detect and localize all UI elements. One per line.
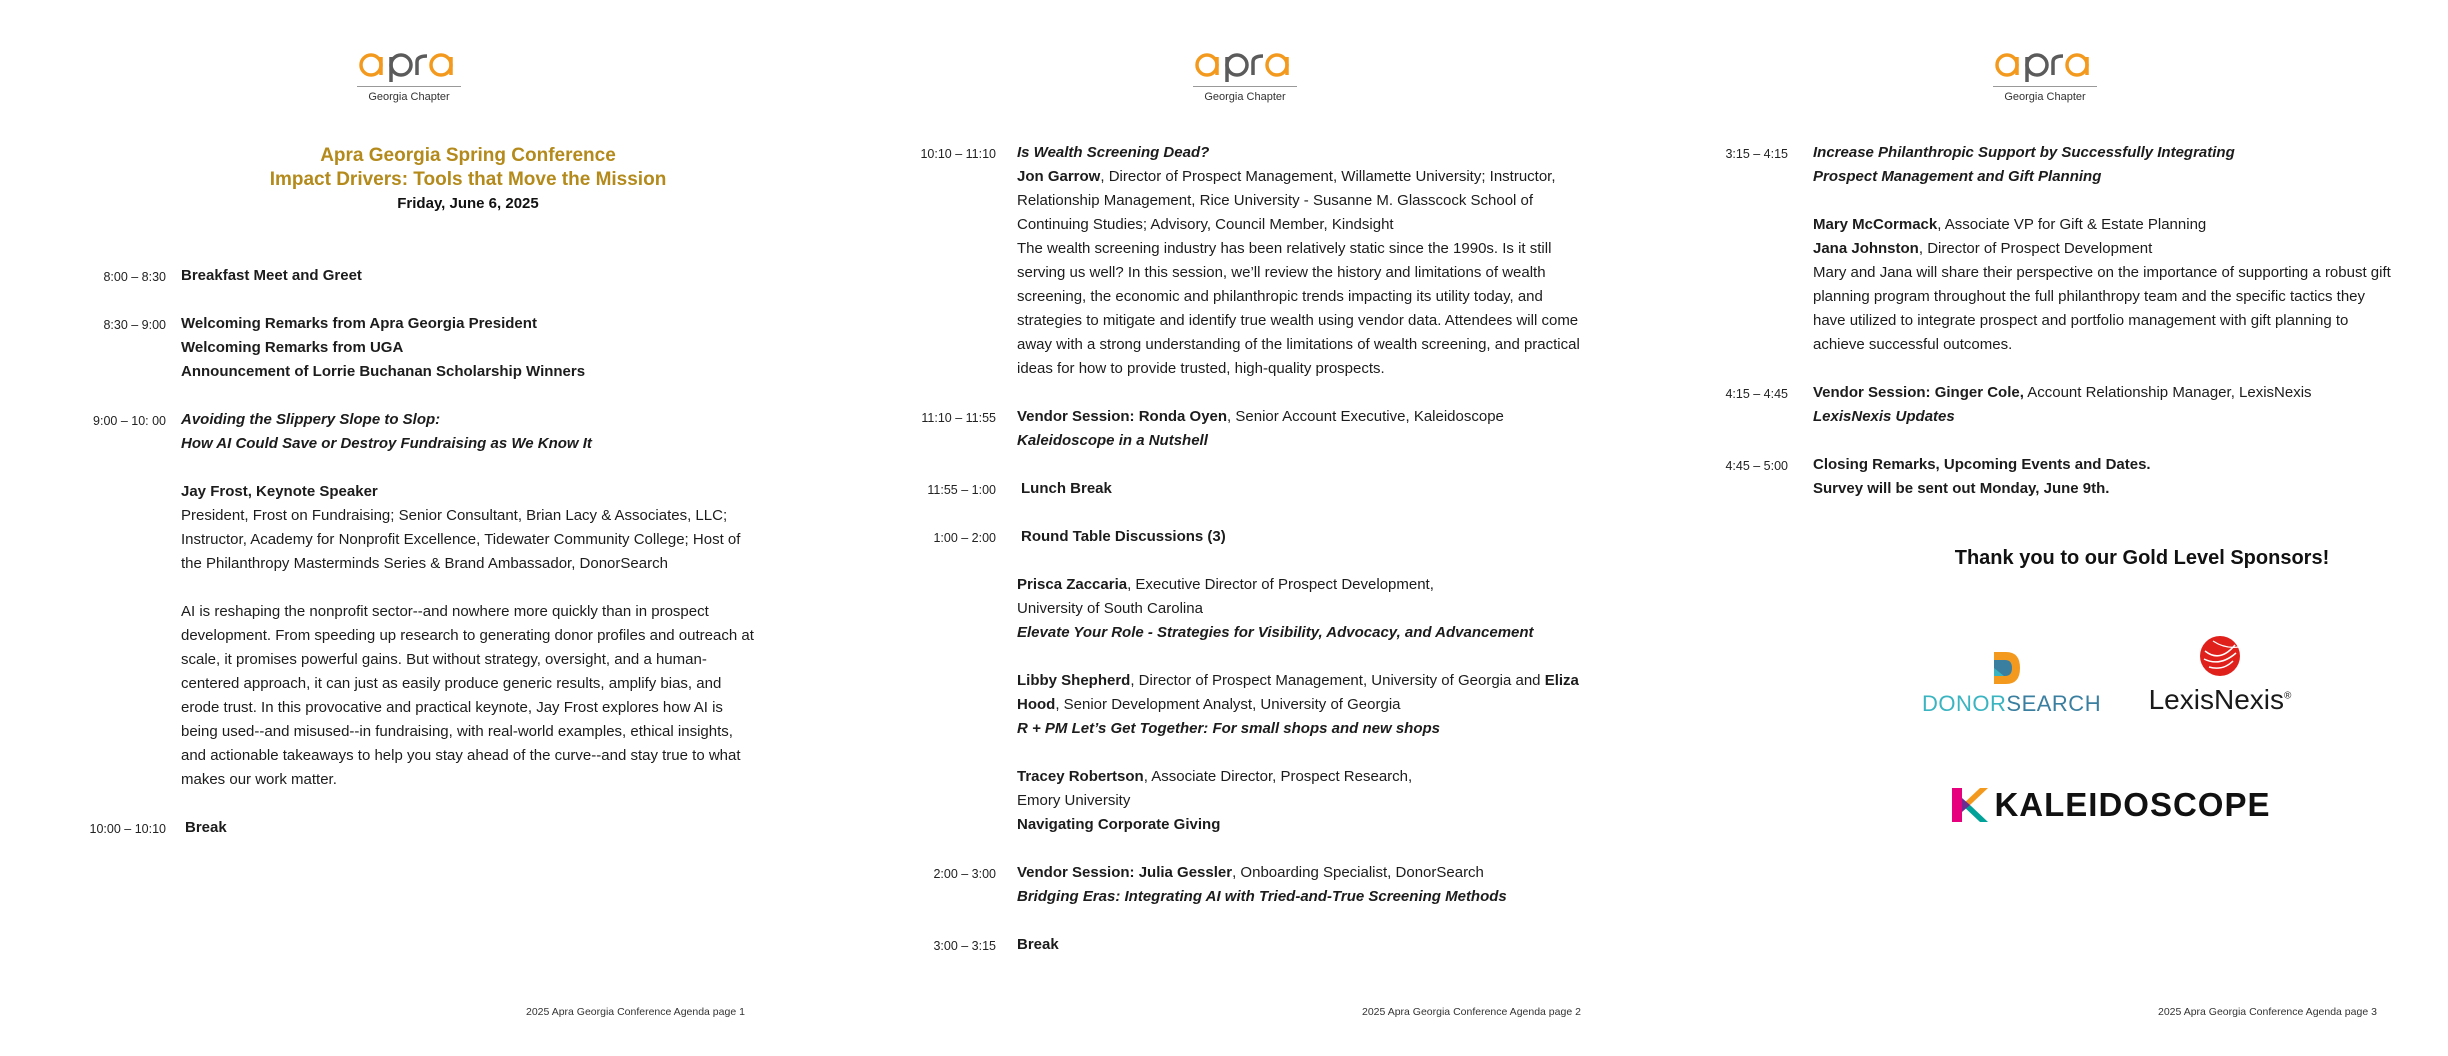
- conference-title: Apra Georgia Spring Conference: [320, 145, 616, 166]
- session-closing: Closing Remarks, Upcoming Events and Dates. Survey will be sent out Monday, June 9th.: [1813, 456, 2151, 497]
- conference-date: Friday, June 6, 2025: [397, 195, 539, 212]
- round-table-list: Prisca Zaccaria, Executive Director of Prospect Development, University of South Carolina Elevate Your Role - Strategies for Visibility, Advocacy, and Advancement Libby Shepherd, Director of Prospect Management, University of Georgia and Eliza Hood, Senior Development Analyst, University of Georgia R + PM Let’s Get Together: For small shops and new shops Tracey Robertson, Associate Director, Prospect Research, Emory University Navigating Corporate Giving: [1017, 576, 1579, 833]
- session-break: Break: [1017, 936, 1059, 953]
- lexisnexis-logo: LexisNexis®: [2140, 633, 2300, 716]
- chapter-label: Georgia Chapter: [1204, 91, 1286, 103]
- kaleidoscope-logo: KALEIDOSCOPE: [1950, 786, 2280, 824]
- session-time: 1:00 – 2:00: [933, 531, 996, 545]
- session-time: 11:10 – 11:55: [921, 411, 996, 425]
- chapter-label: Georgia Chapter: [368, 91, 450, 103]
- apra-logo-icon: [1993, 48, 2097, 82]
- session-wealth-screening: Is Wealth Screening Dead? Jon Garrow, Director of Prospect Management, Willamette University; Instructor, Relationship Management, Rice University - Susanne M. Glasscock School of Continuing Studies; Advisory, Council Member, Kindsight The wealth screening industry has been relatively static since the 1990s. Is it still serving us well? In this session, we’ll review the history and limitations of wealth screening, the economic and philanthropic trends impacting its utility today, and strategies to mitigate and identify true wealth using vendor data. Attendees will come away with a strong understanding of the limitations of wealth screening, and practical ideas for how to provide trusted, high-quality prospects.: [1017, 141, 1597, 381]
- page-footer: 2025 Apra Georgia Conference Agenda page 3: [2158, 1006, 2377, 1018]
- session-time: 4:15 – 4:45: [1725, 387, 1788, 401]
- session-time: 3:15 – 4:15: [1725, 147, 1788, 161]
- session-keynote: Avoiding the Slippery Slope to Slop: How AI Could Save or Destroy Fundraising as We Know It Jay Frost, Keynote Speaker President, Frost on Fundraising; Senior Consultant, Brian Lacy & Associates, LLC; Instructor, Academy for Nonprofit Excellence, Tidewater Community College; Host of the Philanthropy Masterminds Series & Brand Ambassador, DonorSearch AI is reshaping the nonprofit sector--and nowhere more quickly than in prospect development. From speeding up research to generating donor profiles and outreach at scale, it promises powerful gains. But without strategy, oversight, and a human-centered approach, it can just as easily produce generic results, amplify bias, and erode trust. In this provocative and practical keynote, Jay Frost explores how AI is being used--and misused--in fundraising, with real-world examples, ethical insights, and actionable takeaways to help you stay ahead of the curve--and stay true to what makes our work matter.: [181, 408, 756, 792]
- session-time: 3:00 – 3:15: [933, 939, 996, 953]
- session-vendor-donorsearch: Vendor Session: Julia Gessler, Onboarding Specialist, DonorSearch Bridging Eras: Integrating AI with Tried-and-True Screening Methods: [1017, 864, 1507, 905]
- agenda-page-2: [816, 0, 1632, 1056]
- session-time: 8:00 – 8:30: [103, 270, 166, 284]
- chapter-label: Georgia Chapter: [2004, 91, 2086, 103]
- session-time: 11:55 – 1:00: [927, 483, 996, 497]
- apra-logo-icon: [357, 48, 461, 82]
- conference-subtitle: Impact Drivers: Tools that Move the Mission: [269, 169, 667, 190]
- donorsearch-logo: DONORSEARCH: [1922, 650, 2092, 717]
- session-break: Break: [185, 819, 227, 836]
- session-time: 8:30 – 9:00: [103, 318, 166, 332]
- session-description: AI is reshaping the nonprofit sector--and nowhere more quickly than in prospect development. From speeding up research to generating donor profiles and outreach at scale, it promises powerful gains. But without strategy, oversight, and a human-centered approach, it can just as easily produce generic results, amplify bias, and erode trust. In this provocative and practical keynote, Jay Frost explores how AI is being used--and misused--in fundraising, with real-world examples, ethical insights, and actionable takeaways to help you stay ahead of the curve--and stay true to what makes our work matter.: [181, 603, 754, 788]
- page-footer: 2025 Apra Georgia Conference Agenda page 1: [526, 1006, 745, 1018]
- session-vendor-kaleidoscope: Vendor Session: Ronda Oyen, Senior Account Executive, Kaleidoscope Kaleidoscope in a Nutshell: [1017, 408, 1504, 449]
- session-vendor-lexisnexis: Vendor Session: Ginger Cole, Account Relationship Manager, LexisNexis LexisNexis Updates: [1813, 384, 2312, 425]
- session-time: 2:00 – 3:00: [933, 867, 996, 881]
- agenda-page-3: [1632, 0, 2448, 1056]
- speaker-bio: President, Frost on Fundraising; Senior Consultant, Brian Lacy & Associates, LLC; Instructor, Academy for Nonprofit Excellence, Tidewater Community College; Host of the Philanthropy Masterminds Series & Brand Ambassador, DonorSearch: [181, 507, 741, 572]
- apra-logo: [1190, 48, 1300, 124]
- session-time: 9:00 – 10: 00: [93, 414, 166, 428]
- apra-logo-icon: [1193, 48, 1297, 82]
- donorsearch-mark-icon: [1990, 650, 2024, 686]
- kaleidoscope-mark-icon: [1950, 786, 1990, 824]
- lexisnexis-mark-icon: [2195, 633, 2245, 679]
- apra-logo: [1990, 48, 2100, 124]
- session-time: 10:00 – 10:10: [89, 822, 166, 836]
- session-welcome: Welcoming Remarks from Apra Georgia President Welcoming Remarks from UGA Announcement of Lorrie Buchanan Scholarship Winners: [181, 315, 586, 380]
- apra-logo: [354, 48, 464, 124]
- session-time: 10:10 – 11:10: [920, 147, 996, 161]
- session-description: Mary and Jana will share their perspective on the importance of supporting a robust gift planning program throughout the full philanthropy team and the specific tactics they have utilized to integrate prospect and portfolio management with gift planning to achieve successful outcomes.: [1813, 264, 2391, 353]
- session-time: 4:45 – 5:00: [1725, 459, 1788, 473]
- speaker-name: Jay Frost, Keynote Speaker: [181, 483, 378, 500]
- session-breakfast: Breakfast Meet and Greet: [181, 267, 362, 284]
- session-gift-planning: Increase Philanthropic Support by Successfully Integrating Prospect Management and Gift Planning Mary McCormack, Associate VP for Gift & Estate Planning Jana Johnston, Director of Prospect Development Mary and Jana will share their perspective on the importance of supporting a robust gift planning program throughout the full philanthropy team and the specific tactics they have utilized to integrate prospect and portfolio management with gift planning to achieve successful outcomes.: [1813, 141, 2393, 357]
- page-footer: 2025 Apra Georgia Conference Agenda page 2: [1362, 1006, 1581, 1018]
- agenda-page-1: [0, 0, 816, 1056]
- speaker-info: , Director of Prospect Management, Willamette University; Instructor, Relationship Management, Rice University - Susanne M. Glasscock School of Continuing Studies; Advisory, Council Member, Kindsight: [1017, 168, 1556, 233]
- sponsors-heading: Thank you to our Gold Level Sponsors!: [1954, 547, 2330, 569]
- session-lunch: Lunch Break: [1021, 480, 1112, 497]
- session-description: The wealth screening industry has been relatively static since the 1990s. Is it still serving us well? In this session, we’ll review the history and limitations of wealth screening, the economic and philanthropic trends impacting its utility today, and strategies to mitigate and identify true wealth using vendor data. Attendees will come away with a strong understanding of the limitations of wealth screening, and practical ideas for how to provide trusted, high-quality prospects.: [1017, 240, 1580, 377]
- speaker-name: Jon Garrow: [1017, 168, 1101, 185]
- session-round-tables: Round Table Discussions (3): [1021, 528, 1226, 545]
